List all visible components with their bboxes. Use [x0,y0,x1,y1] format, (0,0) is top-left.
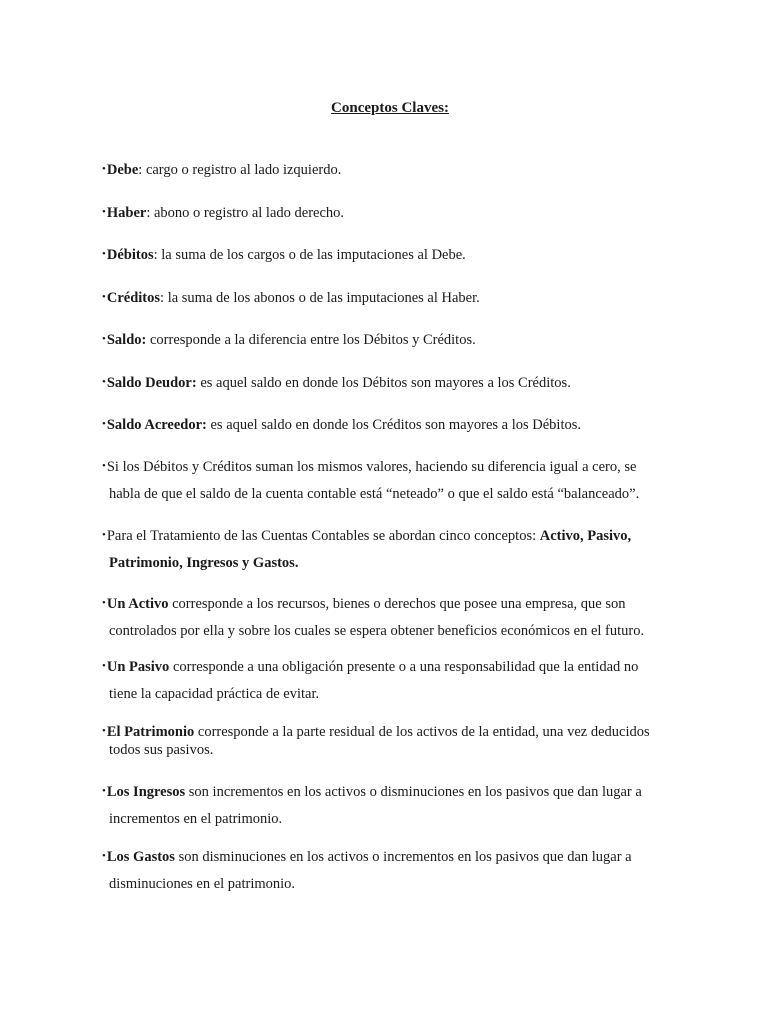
bullet-icon: • [102,785,106,797]
paragraph-line: Si los Débitos y Créditos suman los mismos valores, haciendo su diferencia igual a cero, se [106,459,637,475]
definition-debe [102,156,700,184]
bullet-icon: • [102,725,106,737]
bullet-icon: • [102,206,106,218]
definition-saldo [102,326,700,354]
bullet-icon: • [102,460,106,472]
definition-creditos [102,284,700,312]
definition-saldo-deudor [102,369,700,397]
bullet-icon: • [102,248,106,260]
paragraph-text: Para el Tratamiento de las Cuentas Contables se abordan cinco conceptos: [106,528,540,544]
concepts-list: Activo, Pasivo, [539,528,632,544]
bullet-icon: • [102,333,106,345]
definition-saldo-acreedor [102,411,700,439]
term: Un Pasivo [106,659,170,675]
definition-text: la suma de los abonos o de las imputaciones al Haber. [164,290,480,306]
bullet-icon: • [102,597,106,609]
term: Saldo: [106,332,147,348]
definition-text: cargo o registro al lado izquierdo. [142,162,342,178]
term-separator: : [138,162,143,178]
definition-text: controlados por ella y sobre los cuales se espera obtener beneficios económicos en el futuro. [109,623,645,639]
definition-text: corresponde a la parte residual de los activos de la entidad, una vez deducidos [194,724,650,740]
definition-text: son disminuciones en los activos o incrementos en los pasivos que dan lugar a [174,849,632,865]
term-separator: : [153,247,158,263]
definition-text: corresponde a la diferencia entre los Débitos y Créditos. [146,332,476,348]
definition-text: disminuciones en el patrimonio. [109,876,296,892]
term: Saldo Acreedor: [106,417,207,433]
term: Un Activo [106,596,169,612]
definition-activo [102,590,700,645]
term-separator: : [160,290,165,306]
term: Créditos [106,290,161,306]
term: El Patrimonio [106,724,195,740]
definition-text: la suma de los cargos o de las imputaciones al Debe. [157,247,466,263]
definition-text: es aquel saldo en donde los Débitos son mayores a los Créditos. [196,375,571,391]
definition-text: son incrementos en los activos o disminuciones en los pasivos que dan lugar a [185,784,642,800]
term: Debe [106,162,139,178]
term: Haber [106,205,147,221]
definition-text: incrementos en el patrimonio. [109,811,283,827]
definition-text: todos sus pasivos. [109,742,214,758]
page-title: Conceptos Claves: [331,100,449,116]
definition-pasivo [102,653,700,708]
definition-patrimonio [102,722,700,759]
paragraph-neteado [102,453,700,508]
bullet-icon: • [102,418,106,430]
definition-text: corresponde a una obligación presente o a una responsabilidad que la entidad no [169,659,639,675]
bullet-icon: • [102,376,106,388]
term-separator: : [146,205,151,221]
term: Débitos [106,247,154,263]
definition-text: tiene la capacidad práctica de evitar. [109,686,320,702]
definition-haber [102,199,700,227]
paragraph-line: habla de que el saldo de la cuenta contable está “neteado” o que el saldo está “balanceado”. [109,486,640,502]
definition-text: abono o registro al lado derecho. [150,205,345,221]
term: Saldo Deudor: [106,375,197,391]
definition-text: corresponde a los recursos, bienes o derechos que posee una empresa, que son [168,596,626,612]
bullet-icon: • [102,291,106,303]
bullet-icon: • [102,163,106,175]
definition-debitos [102,241,700,269]
term: Los Gastos [106,849,175,865]
bullet-icon: • [102,850,106,862]
definition-text: es aquel saldo en donde los Créditos son mayores a los Débitos. [206,417,581,433]
concepts-list: Patrimonio, Ingresos y Gastos. [109,555,299,571]
term: Los Ingresos [106,784,186,800]
definition-gastos [102,843,700,898]
definition-ingresos [102,778,700,833]
bullet-icon: • [102,660,106,672]
paragraph-tratamiento [102,522,700,577]
bullet-icon: • [102,529,106,541]
